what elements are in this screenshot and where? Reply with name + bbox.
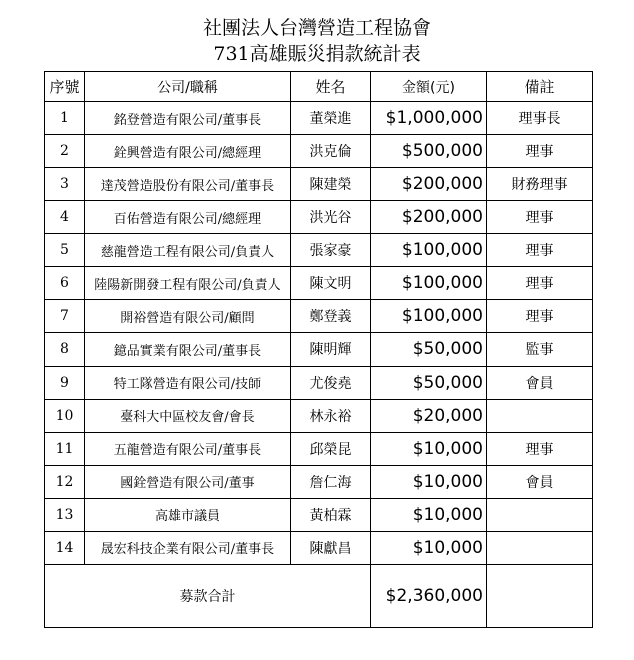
row-number: 13 bbox=[45, 498, 85, 531]
row-remark: 理事 bbox=[487, 135, 593, 168]
row-number: 11 bbox=[45, 432, 85, 465]
row-company: 臺科大中區校友會/會長 bbox=[85, 399, 291, 432]
row-number: 12 bbox=[45, 465, 85, 498]
header-name: 姓名 bbox=[291, 72, 371, 102]
row-company: 慈龍營造工程有限公司/負責人 bbox=[85, 234, 291, 267]
table-body bbox=[45, 102, 593, 565]
row-company: 銘登營造有限公司/董事長 bbox=[85, 102, 291, 135]
row-amount: $10,000 bbox=[371, 465, 487, 498]
table-row bbox=[45, 234, 593, 267]
row-amount: $10,000 bbox=[371, 498, 487, 531]
row-amount: $200,000 bbox=[371, 201, 487, 234]
row-name: 邱榮昆 bbox=[291, 432, 371, 465]
header-no: 序號 bbox=[45, 72, 85, 102]
total-row bbox=[45, 565, 593, 628]
row-number: 7 bbox=[45, 300, 85, 333]
row-remark bbox=[487, 531, 593, 564]
row-name: 林永裕 bbox=[291, 399, 371, 432]
row-remark bbox=[487, 399, 593, 432]
row-name: 張家豪 bbox=[291, 234, 371, 267]
total-remark-cell bbox=[487, 565, 593, 628]
table-row bbox=[45, 498, 593, 531]
row-remark: 理事長 bbox=[487, 102, 593, 135]
row-remark: 財務理事 bbox=[487, 168, 593, 201]
table-row bbox=[45, 465, 593, 498]
row-number: 1 bbox=[45, 102, 85, 135]
table-row bbox=[45, 333, 593, 366]
donation-table bbox=[44, 71, 593, 628]
row-amount: $50,000 bbox=[371, 366, 487, 399]
row-remark: 理事 bbox=[487, 201, 593, 234]
total-amount: $2,360,000 bbox=[371, 565, 487, 628]
table-row bbox=[45, 399, 593, 432]
row-number: 8 bbox=[45, 333, 85, 366]
row-company: 特工隊營造有限公司/技師 bbox=[85, 366, 291, 399]
document-subtitle: 731高雄賑災捐款統計表 bbox=[213, 43, 421, 65]
row-remark bbox=[487, 498, 593, 531]
row-name: 陳獻昌 bbox=[291, 531, 371, 564]
row-number: 6 bbox=[45, 267, 85, 300]
header-company: 公司/職稱 bbox=[85, 72, 291, 102]
table-row bbox=[45, 432, 593, 465]
table-row bbox=[45, 267, 593, 300]
row-company: 國銓營造有限公司/董事 bbox=[85, 465, 291, 498]
table-row bbox=[45, 168, 593, 201]
row-company: 鐿品實業有限公司/董事長 bbox=[85, 333, 291, 366]
row-number: 2 bbox=[45, 135, 85, 168]
row-amount: $50,000 bbox=[371, 333, 487, 366]
row-amount: $1,000,000 bbox=[371, 102, 487, 135]
row-name: 洪克倫 bbox=[291, 135, 371, 168]
row-remark: 理事 bbox=[487, 267, 593, 300]
table-header-row bbox=[45, 72, 593, 102]
row-number: 9 bbox=[45, 366, 85, 399]
row-name: 詹仁海 bbox=[291, 465, 371, 498]
row-name: 陳明輝 bbox=[291, 333, 371, 366]
row-remark: 會員 bbox=[487, 465, 593, 498]
row-amount: $200,000 bbox=[371, 168, 487, 201]
row-company: 百佑營造有限公司/總經理 bbox=[85, 201, 291, 234]
row-amount: $10,000 bbox=[371, 432, 487, 465]
table-row bbox=[45, 531, 593, 564]
row-amount: $100,000 bbox=[371, 300, 487, 333]
row-amount: $20,000 bbox=[371, 399, 487, 432]
row-number: 10 bbox=[45, 399, 85, 432]
table-row bbox=[45, 135, 593, 168]
total-label: 募款合計 bbox=[45, 565, 371, 628]
row-number: 14 bbox=[45, 531, 85, 564]
header-amount: 金額(元) bbox=[371, 72, 487, 102]
row-name: 陳文明 bbox=[291, 267, 371, 300]
row-remark: 理事 bbox=[487, 300, 593, 333]
table-row bbox=[45, 102, 593, 135]
row-remark: 監事 bbox=[487, 333, 593, 366]
row-name: 尤俊堯 bbox=[291, 366, 371, 399]
row-company: 銓興營造有限公司/總經理 bbox=[85, 135, 291, 168]
row-name: 董榮進 bbox=[291, 102, 371, 135]
row-remark: 會員 bbox=[487, 366, 593, 399]
row-remark: 理事 bbox=[487, 234, 593, 267]
table-row bbox=[45, 201, 593, 234]
row-name: 洪光谷 bbox=[291, 201, 371, 234]
table-row bbox=[45, 300, 593, 333]
table-row bbox=[45, 366, 593, 399]
row-company: 五龍營造有限公司/董事長 bbox=[85, 432, 291, 465]
row-company: 高雄市議員 bbox=[85, 498, 291, 531]
row-number: 4 bbox=[45, 201, 85, 234]
document-title: 社團法人台灣營造工程協會 bbox=[202, 17, 431, 39]
row-name: 鄭登義 bbox=[291, 300, 371, 333]
row-remark: 理事 bbox=[487, 432, 593, 465]
row-number: 5 bbox=[45, 234, 85, 267]
row-company: 晟宏科技企業有限公司/董事長 bbox=[85, 531, 291, 564]
row-company: 陸陽新開發工程有限公司/負責人 bbox=[85, 267, 291, 300]
row-amount: $10,000 bbox=[371, 531, 487, 564]
row-name: 黃柏霖 bbox=[291, 498, 371, 531]
row-company: 達茂營造股份有限公司/董事長 bbox=[85, 168, 291, 201]
row-amount: $100,000 bbox=[371, 267, 487, 300]
header-remark: 備註 bbox=[487, 72, 593, 102]
row-company: 開裕營造有限公司/顧問 bbox=[85, 300, 291, 333]
row-amount: $500,000 bbox=[371, 135, 487, 168]
row-name: 陳建榮 bbox=[291, 168, 371, 201]
row-amount: $100,000 bbox=[371, 234, 487, 267]
row-number: 3 bbox=[45, 168, 85, 201]
